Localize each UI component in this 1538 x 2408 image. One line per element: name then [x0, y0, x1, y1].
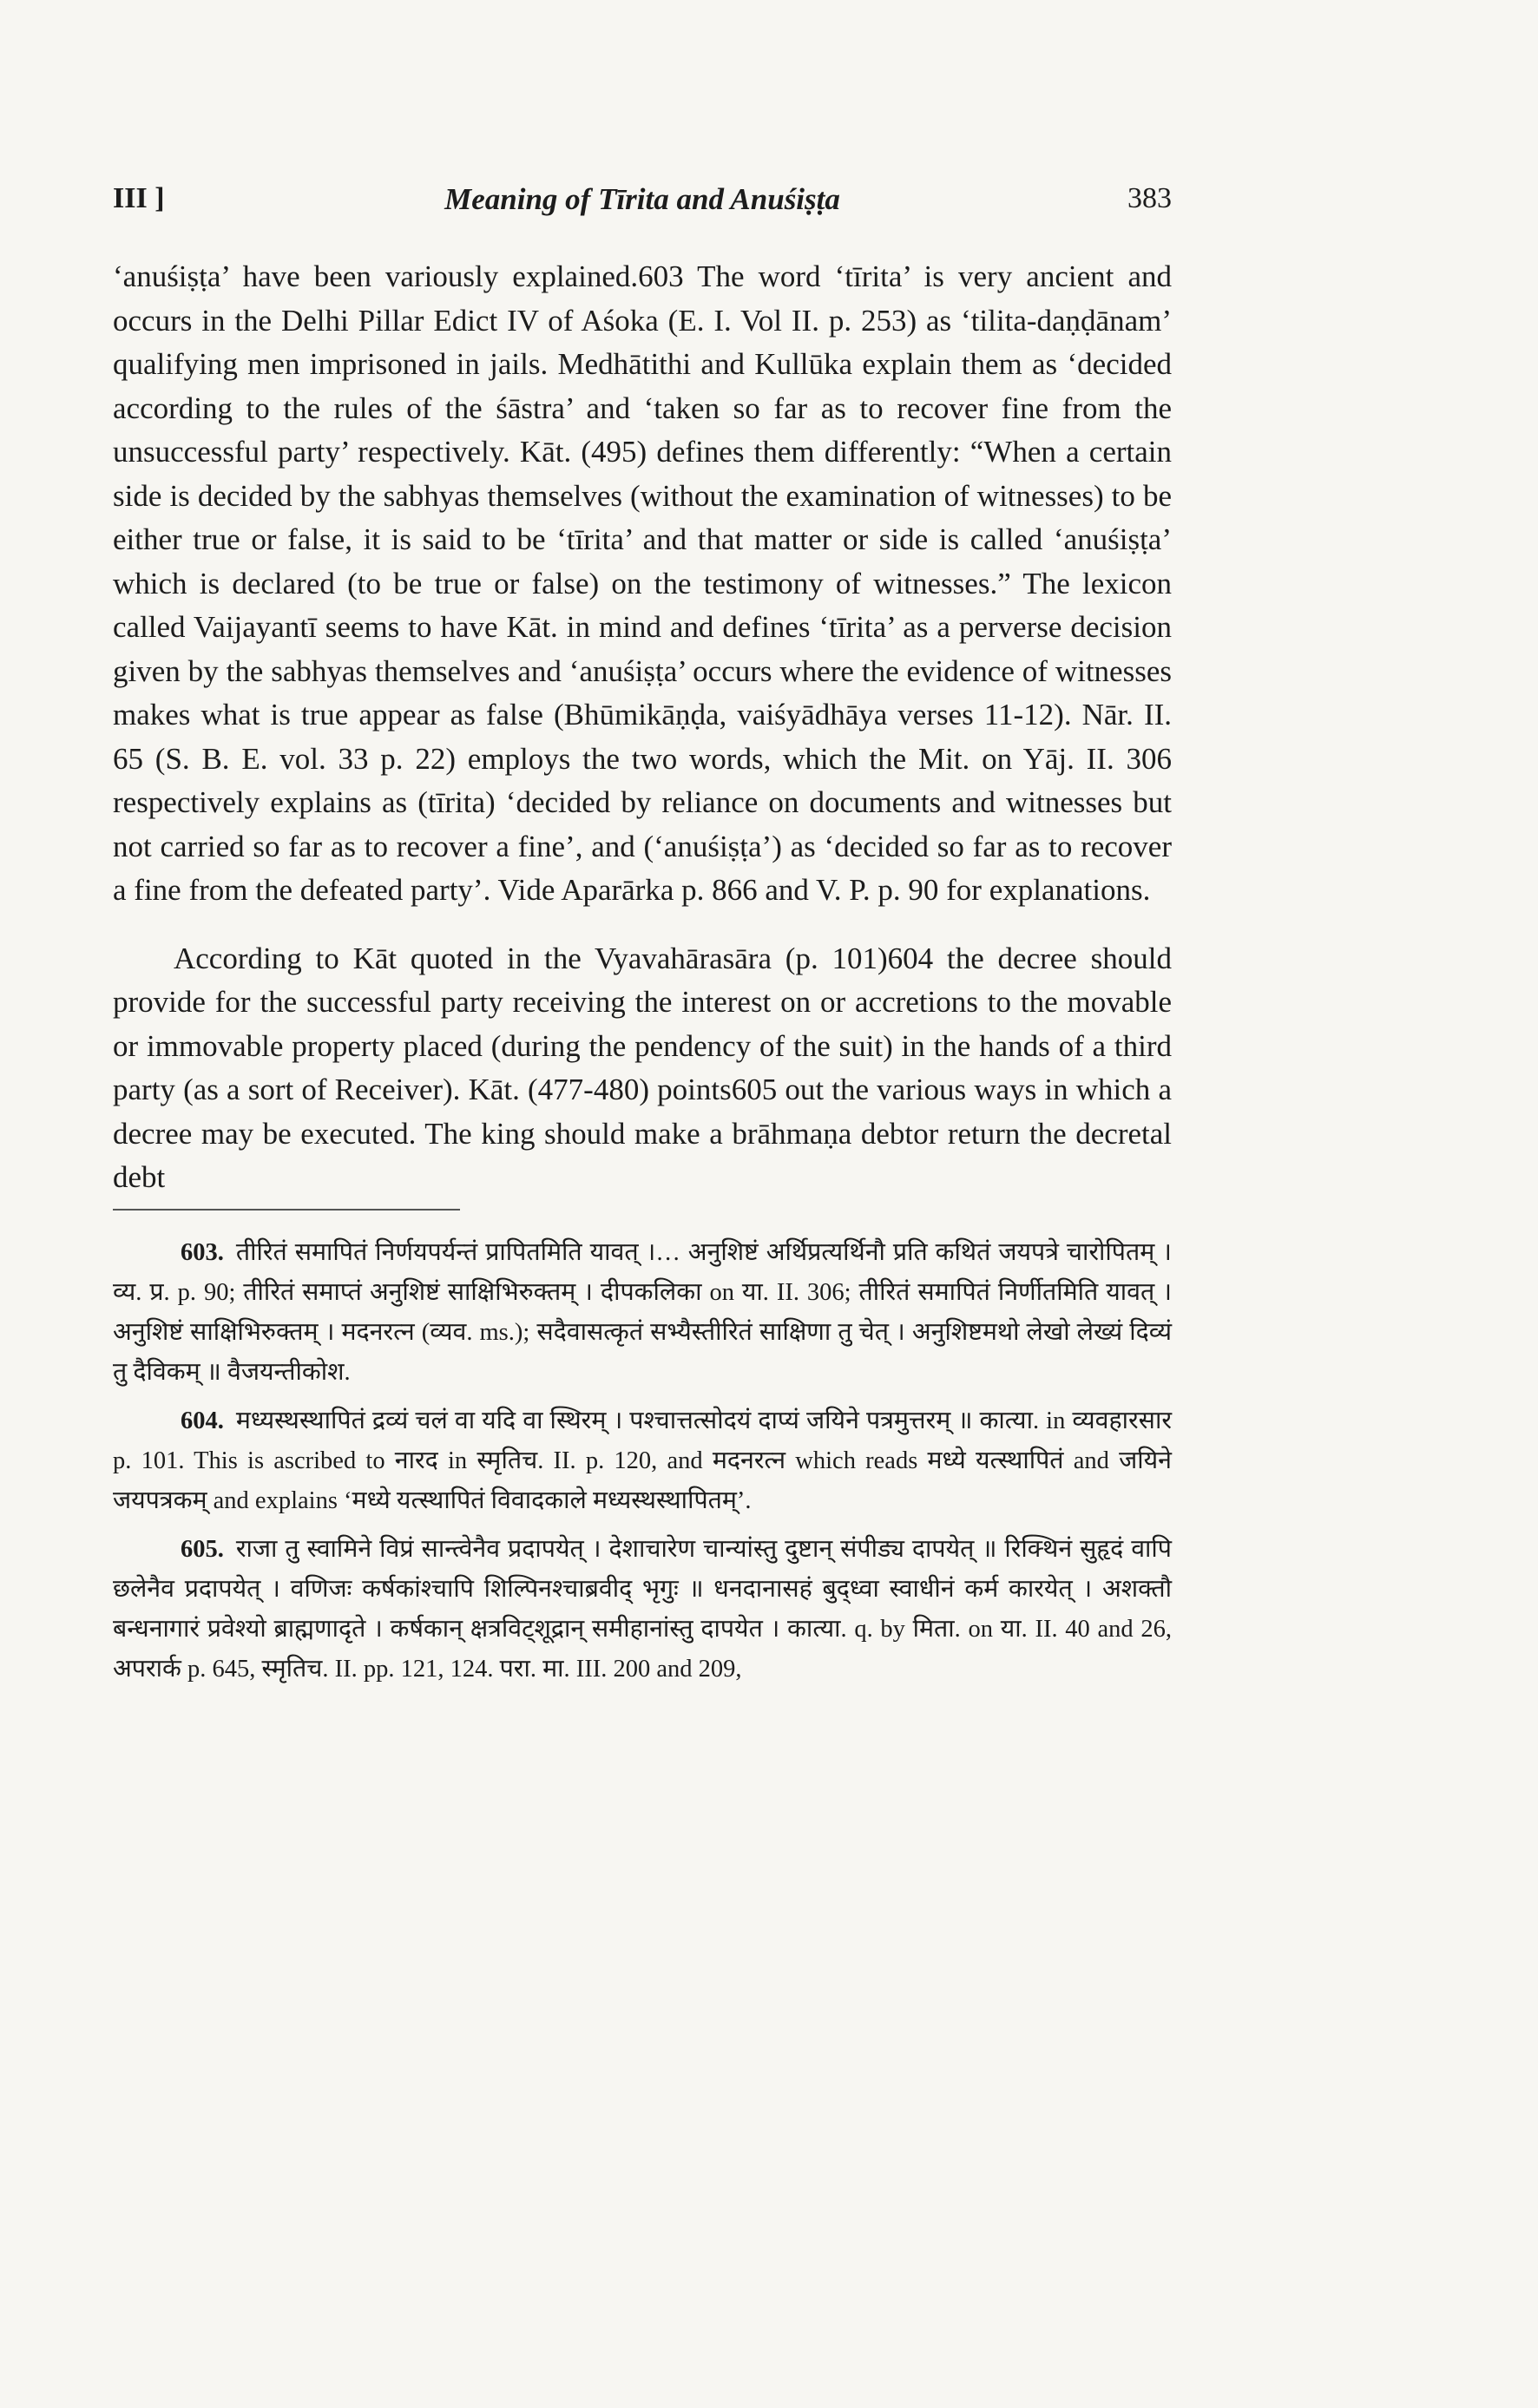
footnote-604: 604. मध्यस्थस्थापितं द्रव्यं चलं वा यदि वा स्थिरम् । पश्चात्तत्सोदयं दाप्यं जयिने पत्रमुत्तरम् ॥ कात्या. in व्यवहारसार p. 101. This is ascribed to नारद in स्मृतिच. II. p. 120, and मदनरत्न which reads मध्ये यत्स्थापितं and जयिने जयपत्रकम् and explains ‘मध्ये यत्स्थापितं विवादकाले मध्यस्थस्थापितम्’.	[113, 1407, 1172, 1514]
running-header	[113, 182, 1172, 234]
paragraph-1: ‘anuśiṣṭa’ have been variously explained.603 The word ‘tīrita’ is very ancient and occurs in the Delhi Pillar Edict IV of Aśoka (E. I. Vol II. p. 253) as ‘tilita-daṇḍānam’ qualifying men imprisoned in jails. Medhātithi and Kullūka explain them as ‘decided according to the rules of the śāstra’ and ‘taken so far as to recover fine from the unsuccessful party’ respectively. Kāt. (495) defines them differently: “When a certain side is decided by the sabhyas themselves (without the examination of witnesses) to be either true or false, it is said to be ‘tīrita’ and that matter or side is called ‘anuśiṣṭa’ which is declared (to be true or false) on the testimony of witnesses.” The lexicon called Vaijayantī seems to have Kāt. in mind and defines ‘tīrita’ as a perverse decision given by the sabhyas themselves and ‘anuśiṣṭa’ occurs where the evidence of witnesses makes what is true appear as false (Bhūmikāṇḍa, vaiśyādhāya verses 11-12). Nār. II. 65 (S. B. E. vol. 33 p. 22) employs the two words, which the Mit. on Yāj. II. 306 respectively explains as (tīrita) ‘decided by reliance on documents and witnesses but not carried so far as to recover a fine’, and (‘anuśiṣṭa’) as ‘decided so far as to recover a fine from the defeated party’. Vide Aparārka p. 866 and V. P. p. 90 for explanations.	[113, 259, 1172, 907]
chapter-marker: III ]	[113, 182, 165, 214]
footnote-separator	[113, 1209, 460, 1211]
book-page	[113, 182, 1172, 1698]
paragraph-2: According to Kāt quoted in the Vyavahārasāra (p. 101)604 the decree should provide for the successful party receiving the interest on or accretions to the movable or immovable property placed (during the pendency of the suit) in the hands of a third party (as a sort of Receiver). Kāt. (477-480) points605 out the various ways in which a decree may be executed. The king should make a brāhmaṇa debtor return the decretal debt	[113, 941, 1172, 1194]
footnotes	[113, 1233, 1172, 1690]
footnote-605: 605. राजा तु स्वामिने विप्रं सान्त्वेनैव प्रदापयेत् । देशाचारेण चान्यांस्तु दुष्टान् संपीड्य दापयेत् ॥ रिक्थिनं सुहृदं वापि छलेनैव प्रदापयेत् । वणिजः कर्षकांश्चापि शिल्पिनश्चाब्रवीद् भृगुः ॥ धनदानासहं बुद्ध्वा स्वाधीनं कर्म कारयेत् । अशक्तौ बन्धनागारं प्रवेश्यो ब्राह्मणादृते । कर्षकान् क्षत्रविट्शूद्रान् समीहानांस्तु दापयेत । कात्या. q. by मिता. on या. II. 40 and 26, अपरार्क p. 645, स्मृतिच. II. pp. 121, 124. परा. मा. III. 200 and 209,	[113, 1535, 1172, 1683]
running-title: Meaning of Tīrita and Anuśiṣṭa	[444, 182, 840, 216]
page-number: 383	[1127, 182, 1172, 214]
footnote-603: 603. तीरितं समापितं निर्णयपर्यन्तं प्रापितमिति यावत् ।… अनुशिष्टं अर्थिप्रत्यर्थिनौ प्रति कथितं जयपत्रे चारोपितम् । व्य. प्र. p. 90; तीरितं समाप्तं अनुशिष्टं साक्षिभिरुक्तम् । दीपकलिका on या. II. 306; तीरितं समापितं निर्णीतमिति यावत् । अनुशिष्टं साक्षिभिरुक्तम् । मदनरत्न (व्यव. ms.); सदैवासत्कृतं सभ्यैस्तीरितं साक्षिणा तु चेत् । अनुशिष्टमथो लेखो लेख्यं दिव्यं तु दैविकम् ॥ वैजयन्तीकोश.	[113, 1238, 1172, 1386]
main-text	[113, 255, 1172, 1200]
